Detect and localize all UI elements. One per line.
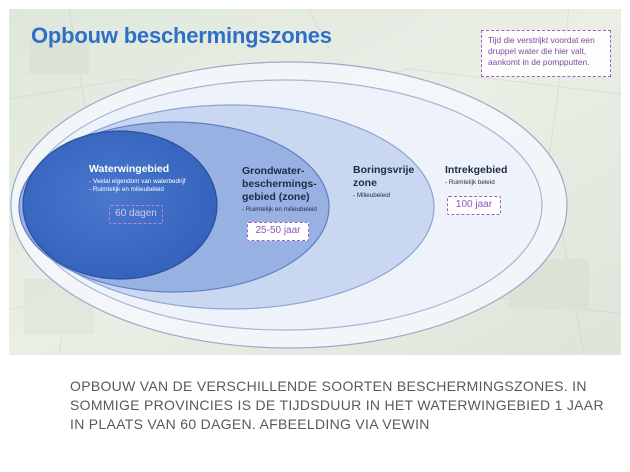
zone-note: - Milieubeleid [353,192,423,200]
zone-note: - Ruimtelijk beleid [445,179,507,187]
zone-title: Boringsvrije zone [353,164,415,189]
travel-time-100-jaar: 100 jaar [447,196,501,215]
zone-title: Waterwingebied [89,163,170,175]
zone-note: - Ruimtelijk en milieubeleid [242,206,337,214]
zone-note: - Ruimtelijk en milieubeleid [89,186,186,194]
label-waterwingebied [89,163,186,194]
figure-caption: OPBOUW VAN DE VERSCHILLENDE SOORTEN BESCHERMINGSZONES. IN SOMMIGE PROVINCIES IS DE TIJDSDUUR IN HET WATERWINGEBIED 1 JAAR IN PLAATS VAN 60 DAGEN. AFBEELDING VIA VEWIN [70,378,604,432]
label-boringsvrije-zone [353,164,423,200]
label-intrekgebied [445,164,507,187]
callout-note: Tijd die verstrijkt voordat een druppel water die hier valt, aankomt in de pompputten. [481,30,611,77]
travel-time-60-dagen: 60 dagen [109,205,163,224]
zone-title: Grondwater-beschermings-gebied (zone) [242,165,317,203]
zone-note: - Veelal eigendom van waterbedrijf [89,178,186,186]
travel-time-25-50-jaar: 25-50 jaar [247,222,309,241]
label-grondwaterbeschermingsgebied [242,165,337,214]
slide-title: Opbouw beschermingszones [31,23,332,48]
diagram-figure [9,9,621,355]
zone-title: Intrekgebied [445,164,508,176]
